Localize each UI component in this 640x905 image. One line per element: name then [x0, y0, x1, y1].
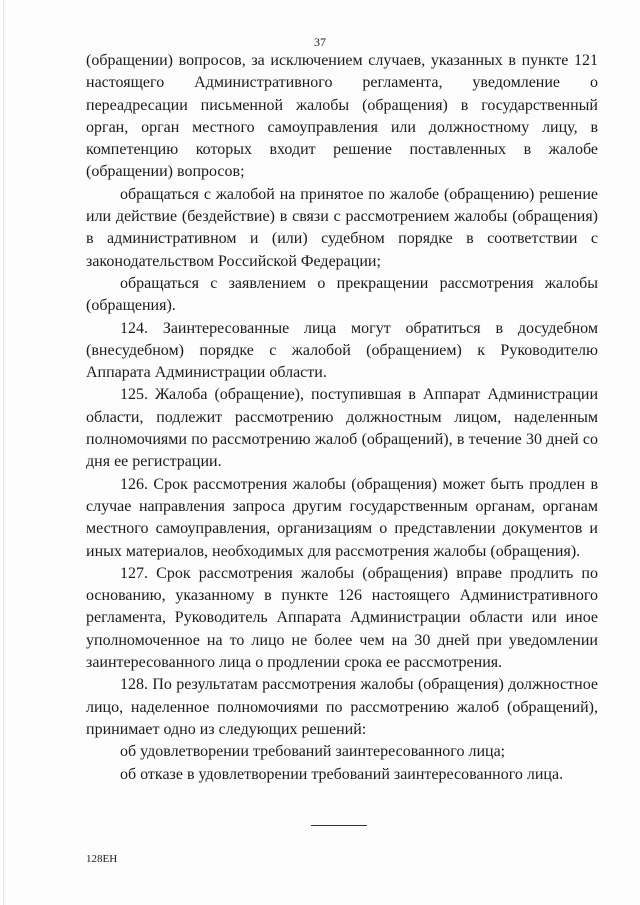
paragraph-125: 125. Жалоба (обращение), поступившая в Аппарат Администрации области, подлежит рассмотрению должностным лицом, наделенным полномочиями по рассмотрению жалоб (обращений), в течение 30 дней со дня ее регистрации. — [86, 386, 598, 471]
paragraph-appeal-right: обращаться с жалобой на принятое по жалобе (обращению) решение или действие (бездействие) в связи с рассмотрением жалобы (обращения) в административном и (или) судебном порядке в соответствии с законодательством Российской Федерации; — [86, 185, 598, 270]
paragraph-126: 126. Срок рассмотрения жалобы (обращения) может быть продлен в случае направления запроса другим государственным органам, органам местного самоуправления, организациям о представлении документов и иных материалов, необходимых для рассмотрения жалобы (обращения). — [86, 475, 598, 560]
decision-option-satisfy: об удовлетворении требований заинтересованного лица; — [120, 743, 506, 761]
paragraph-continuation: (обращении) вопросов, за исключением случаев, указанных в пункте 121 настоящего Административного регламента, уведомление о переадресации письменной жалобы (обращения) в государственный орган, орган местного самоуправления или должностному лицу, в компетенцию которых входит решение поставленных в жалобе (обращении) вопросов; — [86, 52, 598, 181]
paragraph-127: 127. Срок рассмотрения жалобы (обращения) вправе продлить по основанию, указанному в пункте 126 настоящего Административного регламента, Руководитель Аппарата Администрации области или иное уполномоченное на то лицо не более чем на 30 дней при уведомлении заинтересованного лица о продлении срока ее рассмотрения. — [86, 564, 598, 672]
footer-code: 128ЕН — [86, 853, 118, 865]
paragraph-124: 124. Заинтересованные лица могут обратиться в досудебном (внесудебном) порядке с жалобой (обращением) к Руководителю Аппарата Администрации области. — [86, 319, 598, 382]
page-number: 37 — [314, 35, 326, 49]
end-separator-line — [311, 825, 367, 826]
paragraph-termination-right: обращаться с заявлением о прекращении рассмотрения жалобы (обращения). — [86, 274, 598, 315]
page-edge — [3, 0, 4, 905]
document-body — [86, 50, 598, 786]
decision-option-refuse: об отказе в удовлетворении требований заинтересованного лица. — [120, 765, 564, 783]
paragraph-128: 128. По результатам рассмотрения жалобы (обращения) должностное лицо, наделенное полномочиями по рассмотрению жалоб (обращений), принимает одно из следующих решений: — [86, 676, 598, 738]
